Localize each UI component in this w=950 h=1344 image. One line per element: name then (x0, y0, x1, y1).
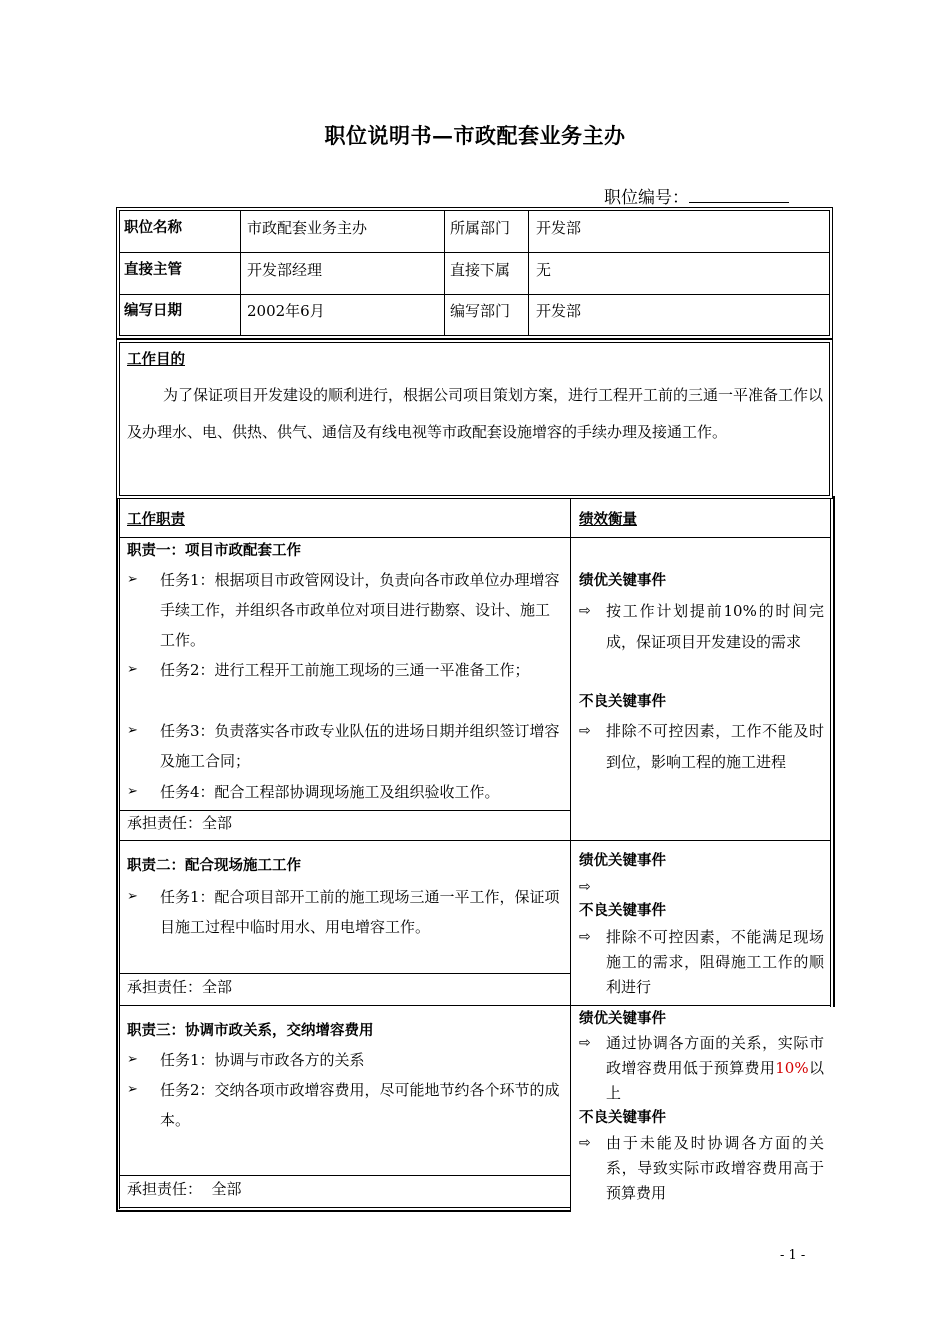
perf-item: ⇨ 排除不可控因素，不能满足现场施工的需求，阻碍施工工作的顺利进行 (579, 925, 824, 1000)
bad-events-label: 不良关键事件 (579, 903, 666, 919)
info-value: 2002年6月 (247, 302, 325, 320)
duties-header: 工作职责 (127, 512, 185, 528)
info-key: 编写日期 (124, 303, 182, 319)
hollow-arrow-icon: ⇨ (579, 1035, 591, 1051)
arrowhead-bullet-icon: ➢ (127, 723, 138, 738)
row-divider (119, 1175, 570, 1176)
info-value: 市政配套业务主办 (247, 219, 368, 237)
duty-title: 职责一：项目市政配套工作 (127, 543, 301, 559)
row-divider (119, 252, 830, 253)
row-divider (119, 1005, 831, 1006)
hollow-arrow-icon: ⇨ (579, 879, 591, 895)
perf-text: 以上 (606, 1059, 824, 1102)
col-divider (444, 210, 445, 336)
task-item: ➢ 任务1：配合项目部开工前的施工现场三通一平工作，保证项目施工过程中临时用水、用电增容工作。 (127, 882, 563, 942)
hollow-arrow-icon: ⇨ (579, 1135, 591, 1151)
responsibility: 承担责任： 全部 (127, 1180, 242, 1198)
perf-item: ⇨ 排除不可控因素，工作不能及时到位，影响工程的施工进程 (579, 716, 824, 778)
info-value: 开发部经理 (247, 261, 323, 279)
arrowhead-bullet-icon: ➢ (127, 889, 138, 904)
info-key: 直接主管 (124, 262, 182, 278)
perf-item: ⇨ 按工作计划提前10%的时间完成，保证项目开发建设的需求 (579, 596, 824, 658)
position-number-blank (689, 188, 789, 203)
arrowhead-bullet-icon: ➢ (127, 784, 138, 799)
purpose-heading: 工作目的 (127, 352, 185, 368)
task-item: ➢ 任务2：交纳各项市政增容费用，尽可能地节约各个环节的成本。 (127, 1075, 563, 1135)
col-divider (240, 210, 241, 336)
position-number-label: 职位编号： (604, 188, 689, 208)
info-key: 所属部门 (450, 219, 511, 237)
position-number (604, 183, 789, 208)
task-item: ➢ 任务1：根据项目市政管网设计，负责向各市政单位办理增容手续工作，并组织各市政单位对项目进行勘察、设计、施工工作。 (127, 565, 563, 655)
hollow-arrow-icon: ⇨ (579, 603, 591, 619)
table-border (830, 499, 831, 1007)
table-border (833, 496, 835, 1007)
arrowhead-bullet-icon: ➢ (127, 572, 138, 587)
duty-title: 职责三：协调市政关系，交纳增容费用 (127, 1023, 374, 1039)
responsibility: 承担责任：全部 (127, 978, 233, 996)
perf-text: 通过协调各方面的关系，实际市政增容费用低于预算费用 (606, 1034, 824, 1077)
table-border (119, 499, 120, 1209)
arrowhead-bullet-icon: ➢ (127, 1082, 138, 1097)
bad-events-label: 不良关键事件 (579, 694, 666, 710)
good-events-label: 绩优关键事件 (579, 1011, 666, 1027)
info-key: 编写部门 (450, 302, 511, 320)
good-events-label: 绩优关键事件 (579, 853, 666, 869)
row-divider (119, 840, 831, 841)
highlight-percent: 10% (775, 1059, 809, 1077)
info-value: 无 (536, 261, 552, 279)
page-title: 职位说明书—市政配套业务主办 (324, 123, 626, 148)
hollow-arrow-icon: ⇨ (579, 723, 591, 739)
row-divider (119, 537, 831, 538)
row-divider (119, 294, 830, 295)
row-divider (119, 810, 570, 811)
perf-item (579, 1031, 824, 1106)
col-divider (528, 210, 529, 336)
task-item: ➢ 任务1：协调与市政各方的关系 (127, 1045, 563, 1075)
table-border (116, 1210, 571, 1212)
arrowhead-bullet-icon: ➢ (127, 1052, 138, 1067)
info-value: 开发部 (536, 302, 582, 320)
col-divider (570, 499, 571, 1212)
task-item: ➢ 任务2：进行工程开工前施工现场的三通一平准备工作； (127, 655, 563, 685)
duty-title: 职责二：配合现场施工工作 (127, 858, 301, 874)
table-border (116, 499, 118, 1212)
purpose-text: 为了保证项目开发建设的顺利进行，根据公司项目策划方案，进行工程开工前的三通一平准备工作以及办理水、电、供热、供气、通信及有线电视等市政配套设施增容的手续办理及接通工作。 (127, 386, 824, 441)
info-key: 直接下属 (450, 261, 511, 279)
performance-header: 绩效衡量 (579, 512, 637, 528)
responsibility: 承担责任：全部 (127, 814, 233, 832)
info-key: 职位名称 (124, 220, 182, 236)
arrowhead-bullet-icon: ➢ (127, 662, 138, 677)
hollow-arrow-icon: ⇨ (579, 929, 591, 945)
good-events-label: 绩优关键事件 (579, 573, 666, 589)
row-divider (119, 1207, 570, 1208)
bad-events-label: 不良关键事件 (579, 1110, 666, 1126)
row-divider (119, 973, 570, 974)
page-number: - 1 - (780, 1248, 806, 1263)
perf-item: ⇨ 由于未能及时协调各方面的关系，导致实际市政增容费用高于预算费用 (579, 1131, 824, 1206)
task-item: ➢ 任务3：负责落实各市政专业队伍的进场日期并组织签订增容及施工合同； (127, 716, 563, 776)
task-item: ➢ 任务4：配合工程部协调现场施工及组织验收工作。 (127, 777, 563, 807)
info-value: 开发部 (536, 219, 582, 237)
